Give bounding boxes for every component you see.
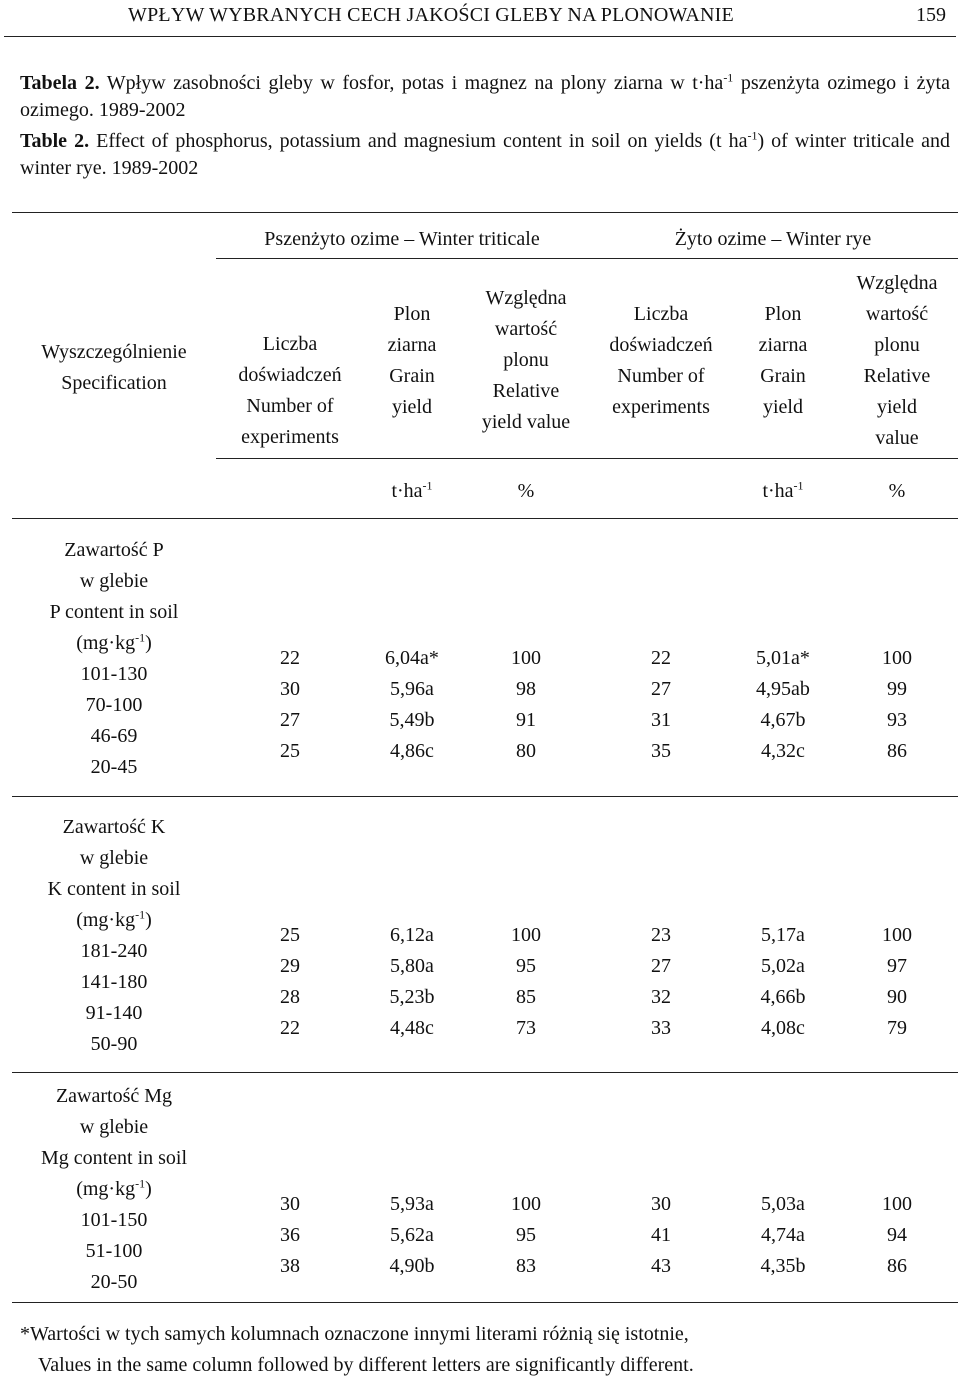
table-cell: 91 bbox=[516, 709, 536, 731]
table-cell: 36 bbox=[280, 1224, 300, 1246]
col-relative-rye bbox=[836, 920, 958, 1044]
table-cell: 5,96a bbox=[390, 678, 434, 700]
table-top-rule bbox=[12, 212, 958, 213]
col-header-rule bbox=[216, 458, 958, 459]
col-yield-rye bbox=[730, 920, 836, 1044]
group-header-rule bbox=[216, 258, 958, 259]
table-bottom-rule bbox=[12, 1302, 958, 1303]
table-row-label: 181-240 bbox=[80, 940, 148, 962]
group-header-rye: Żyto ozime – Winter rye bbox=[674, 228, 872, 250]
table-cell: 4,86c bbox=[390, 740, 434, 762]
col-header-yield-triticale: Plon ziarna Grain yield bbox=[387, 303, 437, 418]
col-relative-triticale bbox=[460, 1189, 592, 1282]
col-experiments-rye bbox=[592, 643, 730, 767]
head-rule bbox=[4, 36, 956, 37]
table-row-label: 101-130 bbox=[80, 663, 148, 685]
caption-pl-label: Tabela 2. bbox=[20, 72, 100, 94]
table-row-label: 20-45 bbox=[90, 756, 138, 778]
table-cell: 27 bbox=[651, 678, 671, 700]
col-header-relative-rye: Względna wartość plonu Relative yield value bbox=[856, 272, 938, 449]
table-cell: 4,66b bbox=[760, 986, 806, 1008]
table-cell: 80 bbox=[516, 740, 536, 762]
col-relative-triticale bbox=[460, 920, 592, 1044]
table-cell: 5,01a* bbox=[756, 647, 810, 669]
table-cell: 5,03a bbox=[761, 1193, 805, 1215]
table-cell: 28 bbox=[280, 986, 300, 1008]
table-cell: 4,48c bbox=[390, 1017, 434, 1039]
col-experiments-triticale bbox=[216, 920, 364, 1044]
col-yield-rye bbox=[730, 643, 836, 767]
table-cell: 30 bbox=[280, 678, 300, 700]
col-header-relative-triticale: Względna wartość plonu Relative yield value bbox=[481, 287, 571, 433]
table-cell: 38 bbox=[280, 1255, 300, 1277]
table-row-label: 51-100 bbox=[85, 1240, 143, 1262]
section-p-label: Zawartość P w glebie P content in soil $(mg\cdot kg^{-1})$ 101-130 70-100 46-69 20-45 bbox=[12, 535, 216, 783]
table-cell: 83 bbox=[516, 1255, 536, 1277]
page-number: 159 bbox=[916, 4, 946, 26]
table-cell: 32 bbox=[651, 986, 671, 1008]
table-cell: 99 bbox=[887, 678, 907, 700]
running-head bbox=[0, 4, 960, 32]
group-header-triticale: Pszenżyto ozime – Winter triticale bbox=[264, 228, 540, 250]
table-cell: 98 bbox=[516, 678, 536, 700]
table-cell: 100 bbox=[882, 1193, 912, 1215]
table-cell: 30 bbox=[651, 1193, 671, 1215]
table-cell: 79 bbox=[887, 1017, 907, 1039]
caption-pl-sup: -1 bbox=[723, 70, 734, 85]
running-head-title: WPŁYW WYBRANYCH CECH JAKOŚCI GLEBY NA PLONOWANIE bbox=[128, 4, 734, 26]
col-relative-rye bbox=[836, 1189, 958, 1282]
table-cell: 4,32c bbox=[761, 740, 805, 762]
table-cell: 5,17a bbox=[761, 924, 805, 946]
table-cell: 22 bbox=[651, 647, 671, 669]
table-cell: 95 bbox=[516, 955, 536, 977]
table-cell: 27 bbox=[280, 709, 300, 731]
table-row-label: 70-100 bbox=[85, 694, 143, 716]
table-cell: 4,95ab bbox=[756, 678, 810, 700]
caption-pl-text-2: pszenżyta ozimego i żyta ozimego. 1989-2002 bbox=[20, 72, 950, 121]
table-cell: 90 bbox=[887, 986, 907, 1008]
table-cell: 85 bbox=[516, 986, 536, 1008]
col-yield-rye bbox=[730, 1189, 836, 1282]
table-cell: 6,04a* bbox=[385, 647, 439, 669]
table-cell: 93 bbox=[887, 709, 907, 731]
table-row-label: 20-50 bbox=[90, 1271, 138, 1293]
caption-en-sup: -1 bbox=[747, 128, 758, 143]
unit-percent-rye: % bbox=[888, 480, 906, 502]
caption-en-text-2: ) of winter triticale and winter rye. 1989-2002 bbox=[20, 130, 950, 179]
caption-en-label: Table 2. bbox=[20, 130, 90, 152]
table-cell: 100 bbox=[882, 647, 912, 669]
table-cell: 95 bbox=[516, 1224, 536, 1246]
section-k-label: Zawartość K w glebie K content in soil $(mg\cdot kg^{-1})$ 181-240 141-180 91-140 50-90 bbox=[12, 812, 216, 1060]
col-header-experiments-rye: Liczba doświadczeń Number of experiments bbox=[609, 303, 713, 418]
table-cell: 22 bbox=[280, 647, 300, 669]
table-cell: 94 bbox=[887, 1224, 907, 1246]
table-cell: 33 bbox=[651, 1017, 671, 1039]
table-cell: 4,74a bbox=[761, 1224, 805, 1246]
col-header-yield-rye: Plon ziarna Grain yield bbox=[758, 303, 808, 418]
col-experiments-triticale bbox=[216, 1189, 364, 1282]
table-cell: 29 bbox=[280, 955, 300, 977]
table-cell: 30 bbox=[280, 1193, 300, 1215]
table-cell: 27 bbox=[651, 955, 671, 977]
table-cell: 22 bbox=[280, 1017, 300, 1039]
table-cell: 4,90b bbox=[389, 1255, 435, 1277]
unit-yield-triticale: $t\cdot ha^{-1}$ bbox=[391, 478, 433, 502]
table-cell: 100 bbox=[511, 647, 541, 669]
table-cell: 41 bbox=[651, 1224, 671, 1246]
col-experiments-triticale bbox=[216, 643, 364, 767]
table-cell: 5,23b bbox=[389, 986, 435, 1008]
col-relative-rye bbox=[836, 643, 958, 767]
footnote-en: Values in the same column followed by different letters are significantly different. bbox=[38, 1354, 694, 1376]
table-row-label: 141-180 bbox=[80, 971, 148, 993]
caption-en-text-1: Effect of phosphorus, potassium and magnesium content in soil on yields (t ha bbox=[89, 130, 748, 152]
col-relative-triticale bbox=[460, 643, 592, 767]
section-mg-label: Zawartość Mg w glebie Mg content in soil $(mg\cdot kg^{-1})$ 101-150 51-100 20-50 bbox=[12, 1081, 216, 1298]
table-cell: 4,08c bbox=[761, 1017, 805, 1039]
table-cell: 25 bbox=[280, 740, 300, 762]
table-cell: 5,62a bbox=[390, 1224, 434, 1246]
col-experiments-rye bbox=[592, 920, 730, 1044]
table-cell: 100 bbox=[511, 1193, 541, 1215]
spec-header: Wyszczególnienie Specification bbox=[41, 341, 187, 394]
table-caption-pl bbox=[20, 70, 950, 124]
table-cell: 25 bbox=[280, 924, 300, 946]
table-cell: 6,12a bbox=[390, 924, 434, 946]
section-p-rule bbox=[12, 796, 958, 797]
table-cell: 86 bbox=[887, 740, 907, 762]
footnote-pl: *Wartości w tych samych kolumnach oznaczone innymi literami różnią się istotnie, bbox=[20, 1323, 689, 1345]
table-cell: 5,49b bbox=[389, 709, 435, 731]
caption-pl-text-1: Wpływ zasobności gleby w fosfor, potas i magnez na plony ziarna w t·ha bbox=[99, 72, 724, 94]
table-cell: 4,35b bbox=[760, 1255, 806, 1277]
table-cell: 4,67b bbox=[760, 709, 806, 731]
table-caption-en bbox=[20, 128, 950, 182]
table-cell: 43 bbox=[651, 1255, 671, 1277]
table-cell: 97 bbox=[887, 955, 907, 977]
table-cell: 5,02a bbox=[761, 955, 805, 977]
table-cell: 31 bbox=[651, 709, 671, 731]
table-cell: 73 bbox=[516, 1017, 536, 1039]
section-k-rule bbox=[12, 1072, 958, 1073]
table-cell: 100 bbox=[882, 924, 912, 946]
col-experiments-rye bbox=[592, 1189, 730, 1282]
col-yield-triticale bbox=[364, 1189, 460, 1282]
table-row-label: 91-140 bbox=[85, 1002, 143, 1024]
col-yield-triticale bbox=[364, 920, 460, 1044]
table-cell: 100 bbox=[511, 924, 541, 946]
table-cell: 5,93a bbox=[390, 1193, 434, 1215]
unit-percent-triticale: % bbox=[517, 480, 535, 502]
unit-yield-rye: $t\cdot ha^{-1}$ bbox=[762, 478, 804, 502]
table-row-label: 50-90 bbox=[90, 1033, 138, 1055]
table-row-label: 101-150 bbox=[80, 1209, 148, 1231]
table-cell: 5,80a bbox=[390, 955, 434, 977]
table-cell: 35 bbox=[651, 740, 671, 762]
header-bottom-rule bbox=[12, 518, 958, 519]
col-header-experiments-triticale: Liczba doświadczeń Number of experiments bbox=[238, 333, 342, 448]
table-cell: 23 bbox=[651, 924, 671, 946]
col-yield-triticale bbox=[364, 643, 460, 767]
table-cell: 86 bbox=[887, 1255, 907, 1277]
table-row-label: 46-69 bbox=[90, 725, 138, 747]
